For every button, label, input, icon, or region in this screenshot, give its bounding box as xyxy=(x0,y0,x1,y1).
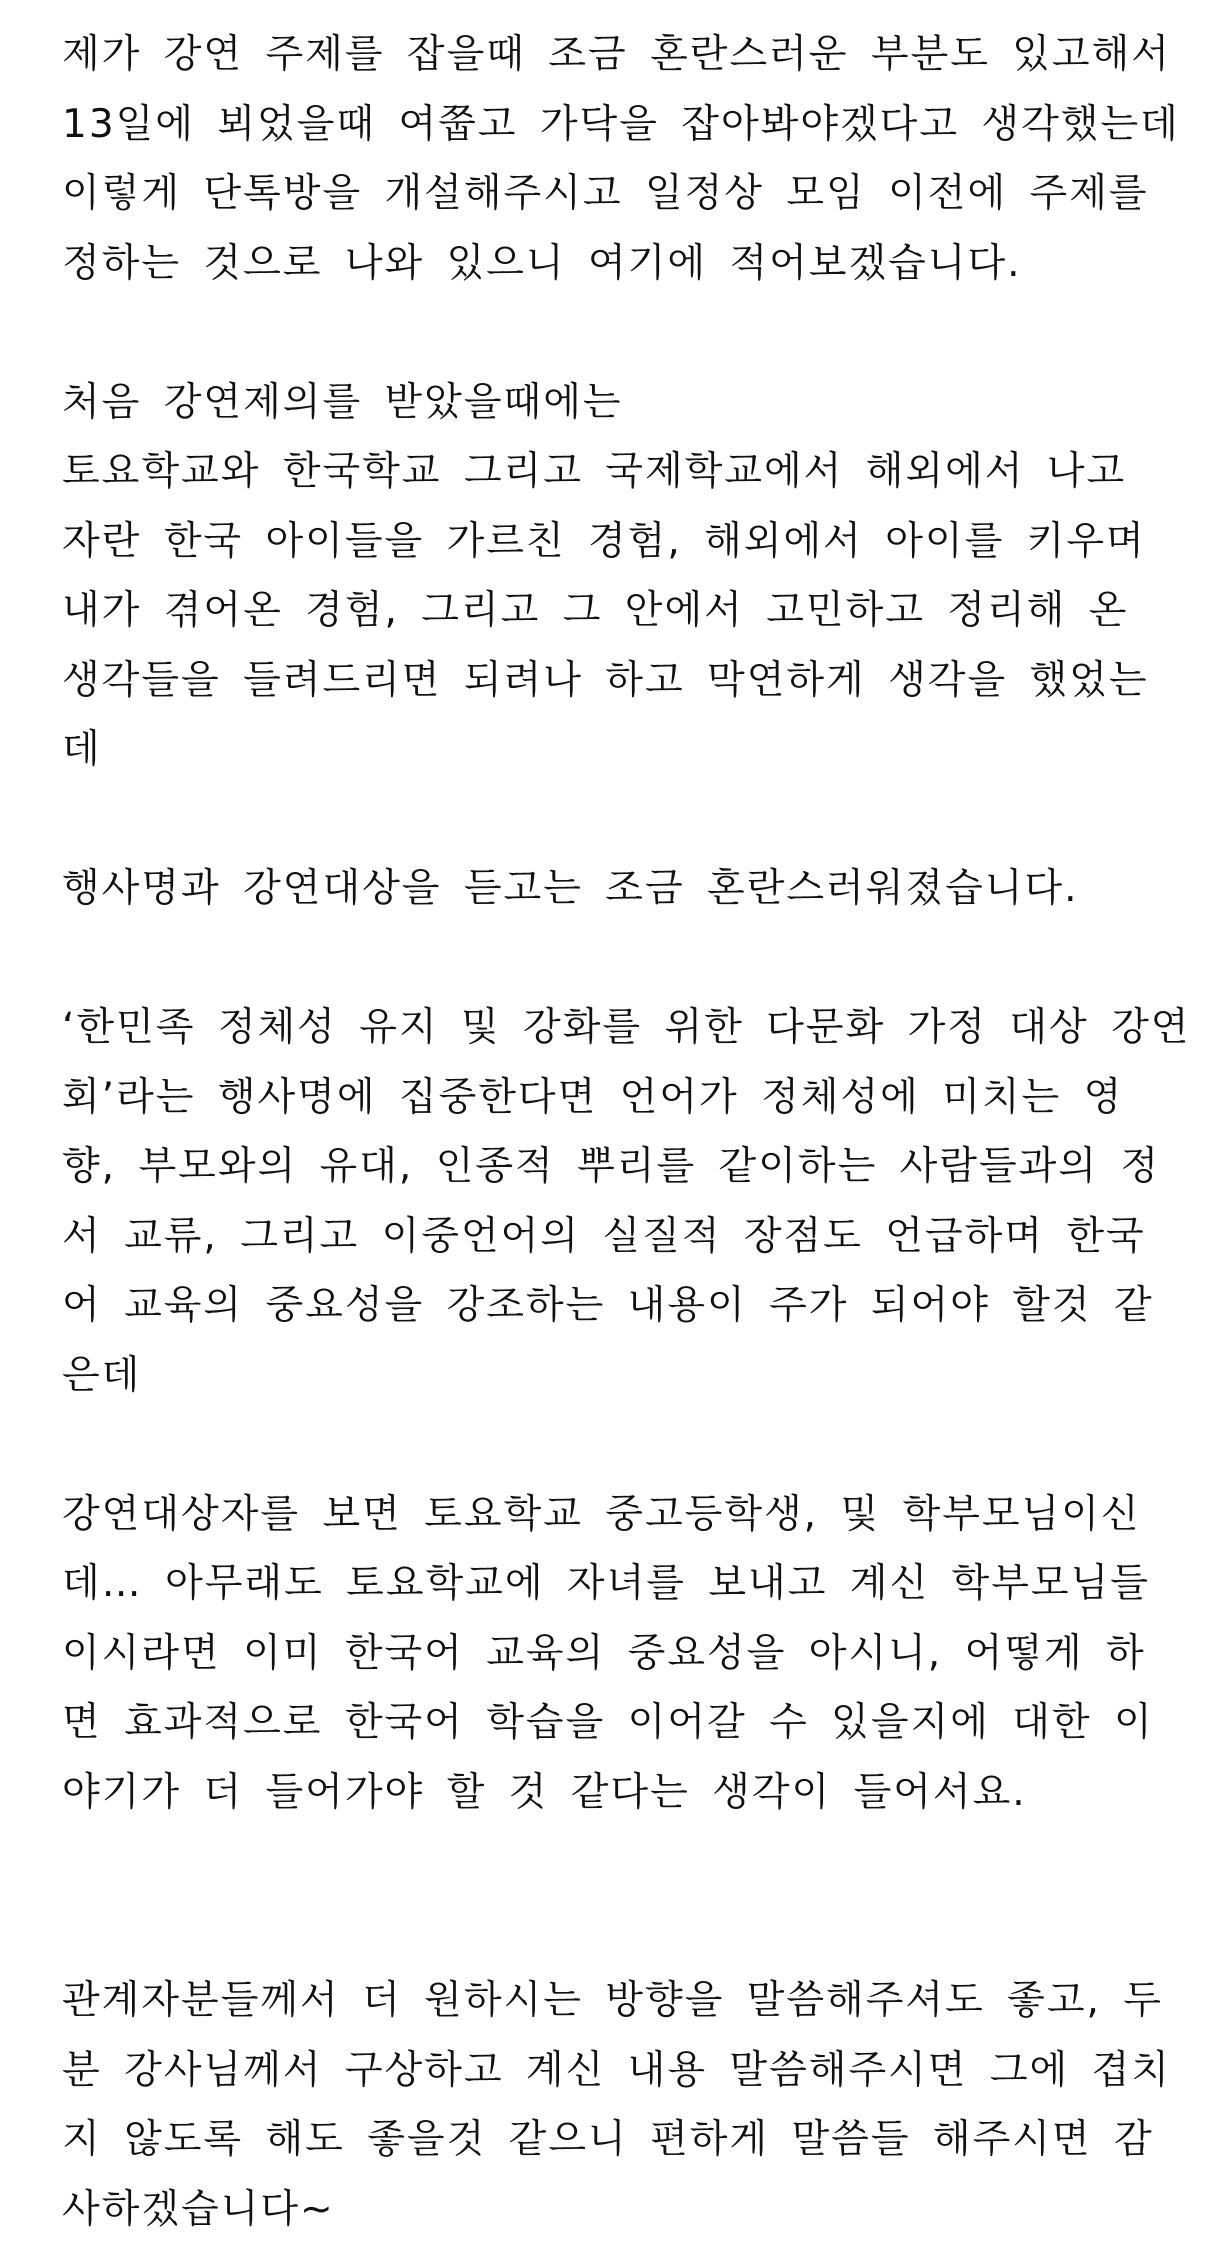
paragraph-closing xyxy=(62,1966,1171,2244)
paragraph-spacer xyxy=(62,1827,1162,1966)
text-line: 처음 강연제의를 받았을때에는 xyxy=(62,379,623,425)
text-line: 향, 부모와의 유대, 인종적 뿌리를 같이하는 사람들과의 정 xyxy=(62,1144,1161,1189)
text-line: 정하는 것으로 나와 있으니 여기에 적어보겠습니다. xyxy=(62,240,1022,286)
text-line: 이렇게 단톡방을 개설해주시고 일정상 모임 이전에 주제를 xyxy=(62,171,1149,216)
paragraph-event-name xyxy=(62,993,1191,1410)
text-line: 서 교류, 그리고 이중언어의 실질적 장점도 언급하며 한국 xyxy=(62,1213,1146,1259)
paragraph-confusion xyxy=(62,854,1162,924)
paragraph-spacer xyxy=(62,785,1162,855)
paragraph-intro xyxy=(62,20,1180,298)
paragraph-spacer xyxy=(62,298,1162,368)
text-line: 면 효과적으로 한국어 학습을 이어갈 수 있을지에 대한 이 xyxy=(62,1700,1154,1745)
text-line: 내가 겪어온 경험, 그리고 그 안에서 고민하고 정리해 온 xyxy=(62,588,1129,633)
text-line: 어 교육의 중요성을 강조하는 내용이 주가 되어야 할것 같 xyxy=(62,1283,1154,1328)
text-line: 제가 강연 주제를 잡을때 조금 혼란스러운 부분도 있고해서 xyxy=(62,32,1171,77)
text-line: 야기가 더 들어가야 할 것 같다는 생각이 들어서요. xyxy=(62,1769,1027,1815)
text-line: 데 xyxy=(62,727,102,772)
paragraph-spacer xyxy=(62,924,1162,994)
text-line: 사하겠습니다~ xyxy=(62,2186,335,2232)
text-line: 지 않도록 해도 좋을것 같으니 편하게 말씀들 해주시면 감 xyxy=(62,2117,1154,2162)
text-line: 자란 한국 아이들을 가르친 경험, 해외에서 아이를 키우며 xyxy=(62,518,1146,564)
text-line: 생각들을 들려드리면 되려나 하고 막연하게 생각을 했었는 xyxy=(62,657,1149,703)
paragraph-first-offer xyxy=(62,368,1162,785)
text-line: 강연대상자를 보면 토요학교 중고등학생, 및 학부모님이신 xyxy=(62,1491,1141,1537)
paragraph-audience xyxy=(62,1480,1162,1828)
text-line: 은데 xyxy=(62,1352,142,1398)
text-line: 관계자분들께서 더 원하시는 방향을 말씀해주셔도 좋고, 두 xyxy=(62,1978,1163,2023)
text-line: ‘한민족 정체성 유지 및 강화를 위한 다문화 가정 대상 강연 xyxy=(62,1005,1191,1050)
paragraph-spacer xyxy=(62,1410,1162,1480)
text-line: 이시라면 이미 한국어 교육의 중요성을 아시니, 어떻게 하 xyxy=(62,1630,1146,1676)
text-line: 13일에 뵈었을때 여쭙고 가닥을 잡아봐야겠다고 생각했는데 xyxy=(62,101,1180,147)
text-line: 데… 아무래도 토요학교에 자녀를 보내고 계신 학부모님들 xyxy=(62,1561,1150,1606)
text-line: 토요학교와 한국학교 그리고 국제학교에서 해외에서 나고 xyxy=(62,449,1127,494)
message-body xyxy=(62,20,1191,2244)
text-line: 분 강사님께서 구상하고 계신 내용 말씀해주시면 그에 겹치 xyxy=(62,2047,1171,2093)
text-line: 회’라는 행사명에 집중한다면 언어가 정체성에 미치는 영 xyxy=(62,1074,1124,1120)
text-line: 행사명과 강연대상을 듣고는 조금 혼란스러워졌습니다. xyxy=(62,866,1079,911)
